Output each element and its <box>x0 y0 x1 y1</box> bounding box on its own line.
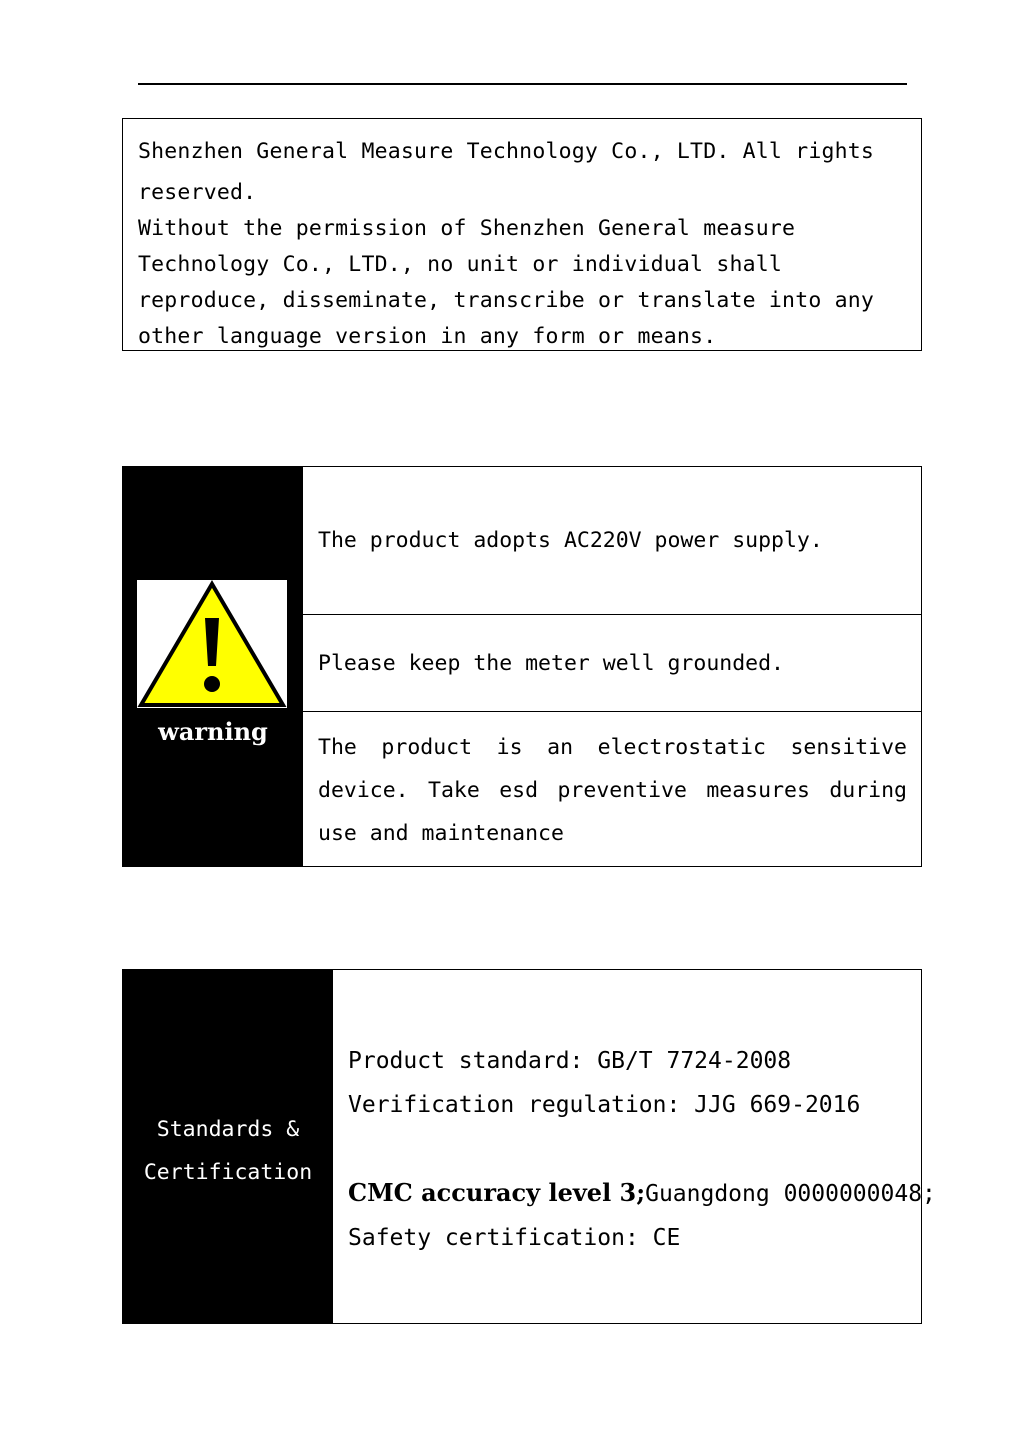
warning-triangle-icon <box>137 580 287 708</box>
standards-content <box>333 970 936 1323</box>
warning-item-text: The product is an electrostatic sensitive device. Take esd preventive measures during use and maintenance <box>318 735 907 846</box>
warning-label-cell <box>123 467 303 866</box>
copyright-body: Without the permission of Shenzhen General measure Technology Co., LTD., no unit or individual shall reproduce, disseminate, transcribe or translate into any other language version in any form or means. <box>138 216 875 349</box>
spacer <box>348 1127 921 1171</box>
warning-item <box>303 615 921 712</box>
standards-label-cell <box>123 970 333 1323</box>
warning-item <box>303 467 921 615</box>
cmc-accuracy-label: CMC accuracy level 3; <box>348 1178 646 1207</box>
copyright-line-2: reserved. <box>138 180 257 205</box>
verification-regulation: Verification regulation: JJG 669-2016 <box>348 1092 861 1118</box>
product-standard: Product standard: GB/T 7724-2008 <box>348 1048 792 1074</box>
standards-label-line-2: Certification <box>143 1159 313 1185</box>
top-rule <box>138 83 907 85</box>
cmc-number: Guangdong 0000000048; <box>645 1181 936 1207</box>
warning-item <box>303 712 921 866</box>
cmc-line <box>348 1171 936 1216</box>
copyright-line-1: Shenzhen General Measure Technology Co., LTD. All rights <box>138 139 875 164</box>
warning-item-text: The product adopts AC220V power supply. <box>318 528 823 553</box>
warning-table <box>122 466 922 867</box>
copyright-notice <box>122 118 922 351</box>
warning-label: warning <box>158 717 268 746</box>
safety-certification: Safety certification: CE <box>348 1225 681 1251</box>
warning-item-text: Please keep the meter well grounded. <box>318 650 784 676</box>
standards-table <box>122 969 936 1324</box>
standards-label-line-1: Standards & <box>156 1116 300 1142</box>
